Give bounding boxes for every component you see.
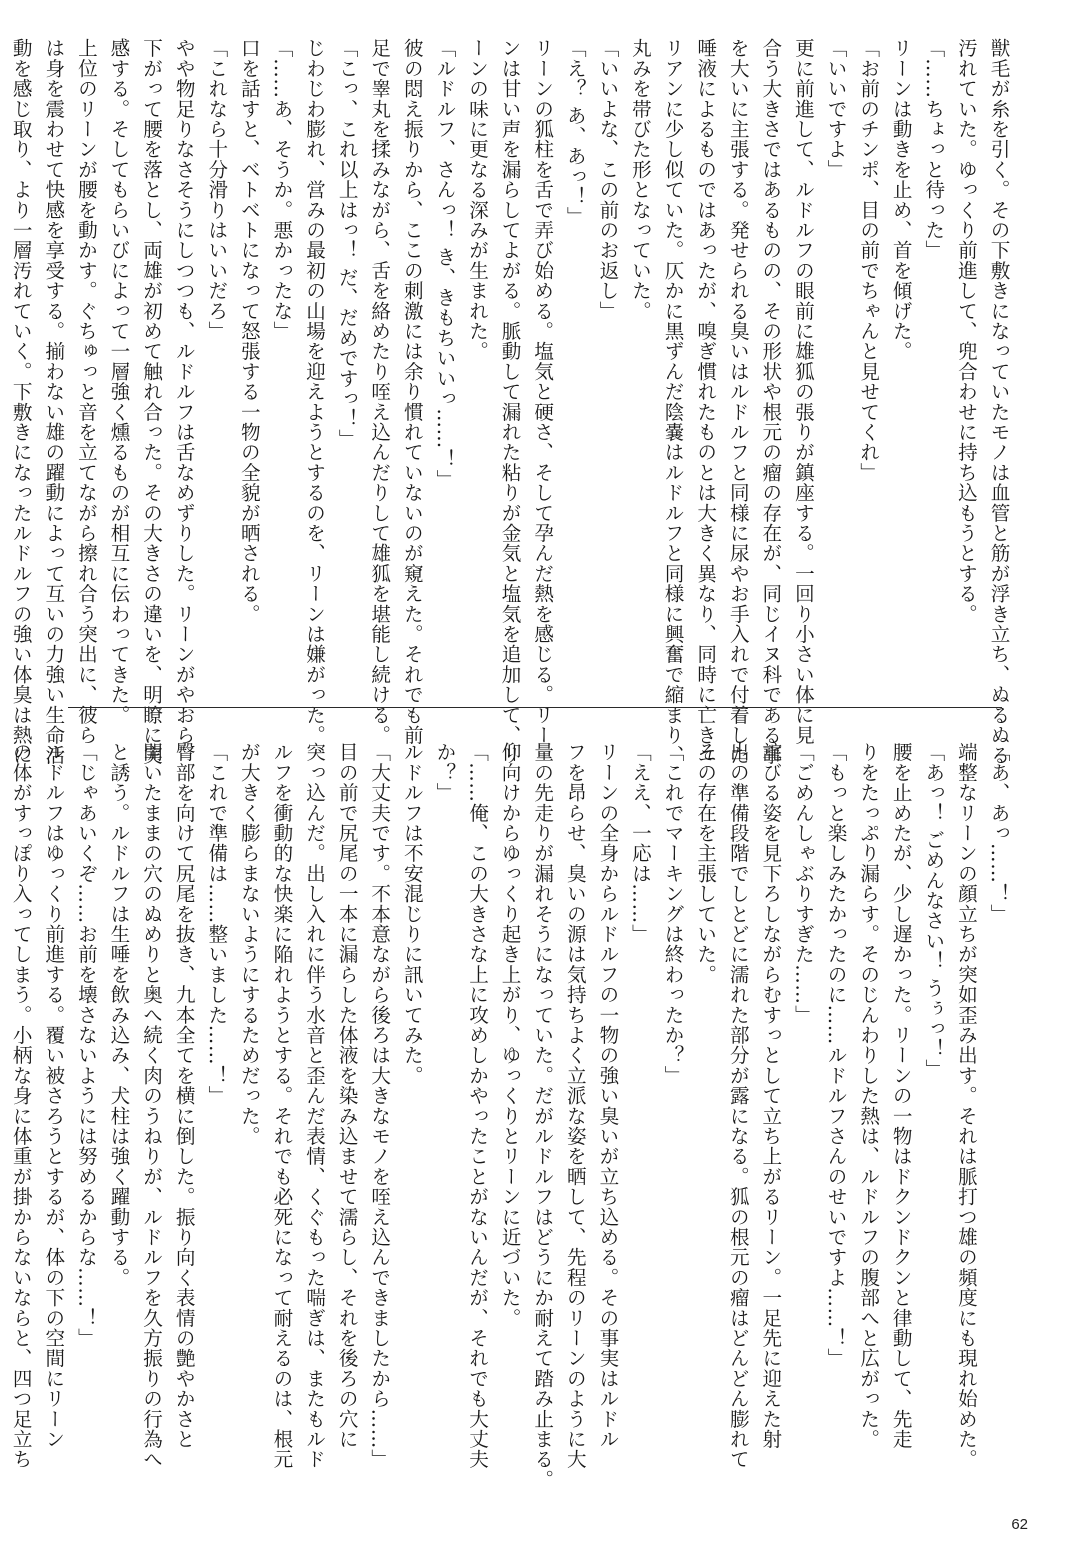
upper-text-column: 獣毛が糸を引く。その下敷きになっていたモノは血管と筋が浮き立ち、ぬるぬる 汚れていた。ゆっくり前進して、兜合わせに持ち込もうとする。 「……ちょっと待った」 リーンは動きを止め、首を傾げた。 「お前のチンポ、目の前でちゃんと見せてくれ」 「いいですよ」 更に前進して、ルドルフの眼前に雄狐の張りが鎮座する。一回り小さい体に見 合う大きさではあるものの、その形状や根元の瘤の存在が、同じイヌ科である事 を大いに主張する。発せられる臭いはルドルフと同様に尿やお手入れで付着した 唾液によるものではあったが、嗅ぎ慣れたものとは大きく異なり、同時に亡きユ リアンに少し似ていた。仄かに黒ずんだ陰嚢はルドルフと同様に興奮で縮まり、 丸みを帯びた形となっていた。 「いいよな、この前のお返し」 「え？ あ、あっ！」 リーンの狐柱を舌で弄び始める。塩気と硬さ、そして孕んだ熱を感じる。リー ンは甘い声を漏らしてよがる。脈動して漏れた粘りが金気と塩気を追加して、リ ーンの味に更なる深みが生まれた。 「ルドルフ、さんっ！ き、きもちいいっ……！」 彼の悶え振りから、ここの刺激には余り慣れていないのが窺えた。それでも前 足で睾丸を揉みながら、舌を絡めたり咥え込んだりして雄狐を堪能し続ける。 「こっ、これ以上はっ！ だ、だめですっ！」 じわじわ膨れ、営みの最初の山場を迎えようとするのを、リーンは嫌がった。 「……あ、そうか。悪かったな」 口を話すと、ベトベトになって怒張する一物の全貌が晒される。 「これなら十分滑りはいいだろ」 やや物足りなさそうにしつつも、ルドルフは舌なめずりした。リーンがやおら 下がって腰を落とし、両雄が初めて触れ合った。その大きさの違いを、明瞭に実 感する。そしてもらいびによって一層強く燻るものが相互に伝わってきた。 上位のリーンが腰を動かす。ぐちゅっと音を立てながら擦れ合う突出に、彼ら は身を震わせて快感を享受する。揃わない雄の躍動によって互いの力強い生命活 動を感じ取り、より一層汚れていく。下敷きになったルドルフの強い体臭は熱に: [9, 38, 1010, 766]
lower-text-column: 「あ、あっ……！」 端整なリーンの顔立ちが突如歪み出す。それは脈打つ雄の頻度にも現れ始めた。 「あっ！ ごめんなさい！ うぅっ！」 腰を止めたが、少し遅かった。リーンの一物はドクンドクンと律動して、先走 りをたっぷり漏らす。そのじんわりした熱は、ルドルフの腹部へと広がった。 「もっと楽しみたかったのに……ルドルフさんのせいですよ……！」 「ごめんしゃぶりすぎた……」 詫びる姿を見下ろしながらむすっとして立ち上がるリーン。一足先に迎えた射 出の準備段階でしとどに濡れた部分が露になる。狐の根元の瘤はどんどん膨れて その存在を主張していた。 「これでマーキングは終わったか？」 「ええ、一応は……」 リーンの全身からルドルフの一物の強い臭いが立ち込める。その事実はルドル フを昂らせ、臭いの源は気持ちよく立派な姿を晒して、先程のリーンのように大 量の先走りが漏れそうになっていた。だがルドルフはどうにか耐えて踏み止まる。 仰向けからゆっくり起き上がり、ゆっくりとリーンに近づいた。 「……俺、この大きさな上に攻めしかやったことがないんだが、それでも大丈夫 か？」 ルドルフは不安混じりに訊いてみた。 「大丈夫です。不本意ながら後ろは大きなモノを咥え込んできましたから……」 目の前で尻尾の一本に漏らした体液を染み込ませて濡らし、それを後ろの穴に 突っ込んだ。出し入れに伴う水音と歪んだ表情、くぐもった喘ぎは、またもルド ルフを衝動的な快楽に陥れようとする。それでも必死になって耐えるのは、根元 が大きく膨らまないようにするためだった。 「これで準備は……整いました……！」 臀部を向けて尻尾を抜き、九本全てを横に倒した。振り向く表情の艶やかさと 開いたままの穴のぬめりと奥へ続く肉のうねりが、ルドルフを久方振りの行為へ と誘う。ルドルフは生唾を飲み込み、犬柱は強く躍動する。 「じゃあいくぞ……お前を壊さないようには努めるからな……！」 ルドルフはゆっくり前進する。覆い被さろうとするが、体の下の空間にリーン の体がすっぽり入ってしまう。小柄な身に体重が掛からないならと、四つ足立ち: [9, 742, 1010, 1490]
page-number: 62: [1011, 1516, 1028, 1533]
section-divider: [68, 707, 1002, 708]
